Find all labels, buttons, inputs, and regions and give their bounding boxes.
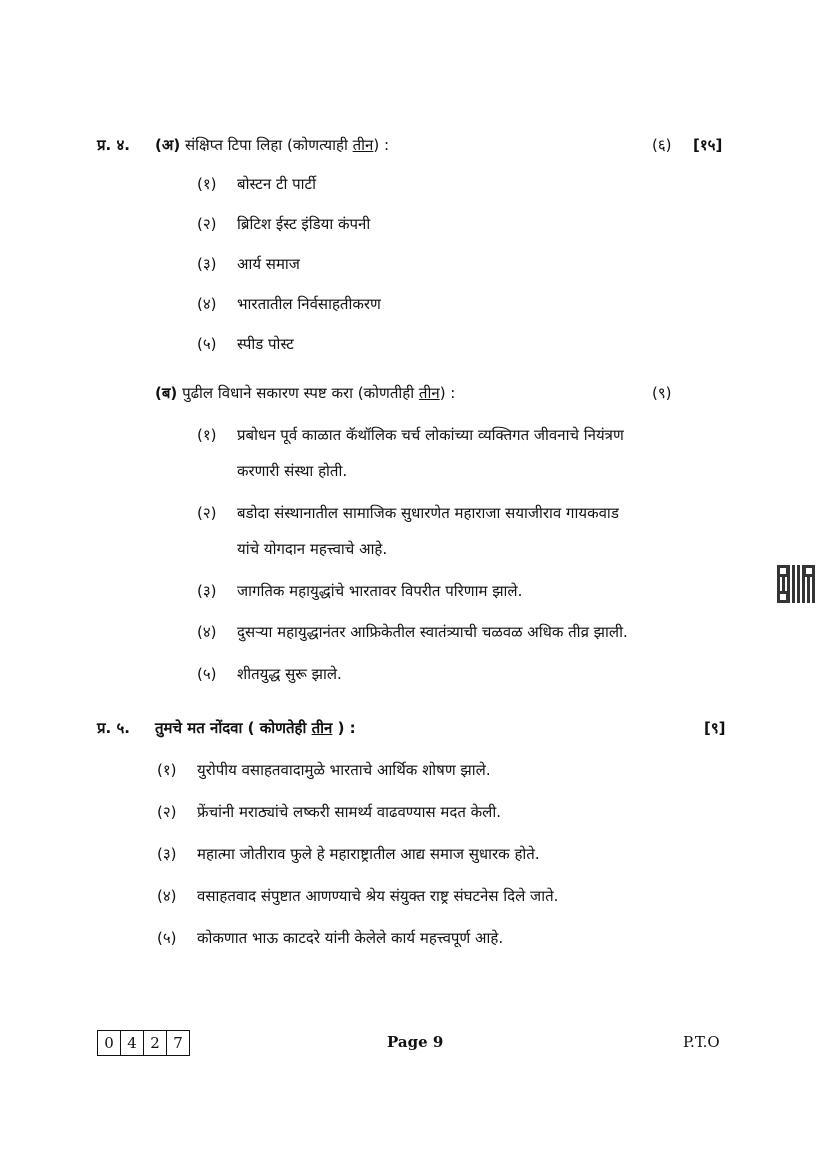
- item-number: (५): [197, 335, 217, 353]
- item-number: (२): [157, 803, 177, 821]
- item-text: ब्रिटिश ईस्ट इंडिया कंपनी: [237, 215, 371, 233]
- item-text: बोस्टन टी पार्टी: [237, 175, 317, 193]
- paper-code: [97, 1030, 190, 1056]
- q5-item: [157, 886, 558, 906]
- item-number: (१): [157, 761, 177, 779]
- item-number: (३): [157, 845, 177, 863]
- q4a-instruction-pre: संक्षिप्त टिपा लिहा (कोणत्याही: [184, 136, 353, 154]
- item-text: आर्य समाज: [237, 255, 300, 273]
- q4b-marks: (९): [652, 384, 672, 402]
- code-digit: 0: [98, 1031, 121, 1055]
- q4b-heading: [155, 383, 455, 403]
- item-number: (३): [197, 582, 217, 600]
- q5-item: [157, 928, 503, 948]
- item-text: फ्रेंचांनी मराठ्यांचे लष्करी सामर्थ्य वाढवण्यास मदत केली.: [197, 803, 502, 821]
- item-text: युरोपीय वसाहतवादामुळे भारताचे आर्थिक शोषण झाले.: [197, 761, 491, 779]
- item-number: (२): [197, 504, 217, 522]
- q4a-item: [197, 334, 294, 354]
- q5-item: [157, 844, 540, 864]
- item-number: (५): [197, 665, 217, 683]
- q4b-item: [197, 664, 342, 684]
- item-number: (१): [197, 426, 217, 444]
- q5-marks: [९]: [704, 719, 726, 737]
- q4a-instruction-underlined: तीन: [352, 136, 374, 154]
- q4b-item-cont: यांचे योगदान महत्त्वाचे आहे.: [237, 540, 388, 558]
- q4b-label: (ब): [155, 384, 178, 402]
- item-text: वसाहतवाद संपुष्टात आणण्याचे श्रेय संयुक्त राष्ट्र संघटनेस दिले जाते.: [197, 887, 559, 905]
- qr-code-icon: [777, 565, 815, 603]
- item-number: (२): [197, 215, 217, 233]
- q5-instruction-post: ) :: [332, 719, 356, 737]
- item-number: (४): [197, 623, 217, 641]
- page-number: Page 9: [387, 1033, 444, 1051]
- item-text: शीतयुद्ध सुरू झाले.: [237, 665, 342, 683]
- item-text: महात्मा जोतीराव फुले हे महाराष्ट्रातील आद्य समाज सुधारक होते.: [197, 845, 540, 863]
- q5-item: [157, 760, 491, 780]
- item-text: जागतिक महायुद्धांचे भारतावर विपरीत परिणाम झाले.: [237, 582, 523, 600]
- q5-number: प्र. ५.: [97, 719, 130, 737]
- q4b-instruction-underlined: तीन: [418, 384, 440, 402]
- item-text: कोकणात भाऊ काटदरे यांनी केलेले कार्य महत्त्वपूर्ण आहे.: [197, 929, 504, 947]
- q4-total-marks: [१५]: [693, 136, 723, 154]
- item-text: बडोदा संस्थानातील सामाजिक सुधारणेत महाराजा सयाजीराव गायकवाड: [237, 504, 619, 522]
- q4b-instruction-post: ) :: [439, 384, 456, 402]
- item-text: भारतातील निर्वसाहतीकरण: [237, 295, 381, 313]
- q4-number: प्र. ४.: [97, 136, 130, 154]
- pto-label: P.T.O: [683, 1033, 720, 1051]
- q5-heading: [155, 718, 356, 738]
- item-number: (४): [157, 887, 177, 905]
- q4a-item: [197, 214, 370, 234]
- q4b-item-cont: करणारी संस्था होती.: [237, 462, 348, 480]
- q4b-item: [197, 503, 619, 523]
- q4a-item: [197, 254, 300, 274]
- q4b-item: [197, 581, 522, 601]
- q4a-heading: [155, 135, 389, 155]
- item-number: (४): [197, 295, 217, 313]
- q4a-item: [197, 294, 381, 314]
- item-number: (१): [197, 175, 217, 193]
- q4a-label: (अ): [155, 136, 181, 154]
- item-text: स्पीड पोस्ट: [237, 335, 294, 353]
- item-text: दुसऱ्या महायुद्धानंतर आफ्रिकेतील स्वातंत्र्याची चळवळ अधिक तीव्र झाली.: [237, 623, 628, 641]
- item-number: (३): [197, 255, 217, 273]
- code-digit: 2: [144, 1031, 167, 1055]
- q4a-instruction-post: ) :: [373, 136, 390, 154]
- q5-item: [157, 802, 501, 822]
- item-text: प्रबोधन पूर्व काळात कॅथॉलिक चर्च लोकांच्या व्यक्तिगत जीवनाचे नियंत्रण: [237, 426, 624, 444]
- q5-instruction-underlined: तीन: [311, 719, 333, 737]
- q4a-item: [197, 174, 316, 194]
- q4b-item: [197, 622, 628, 642]
- q4a-marks: (६): [652, 136, 672, 154]
- code-digit: 4: [121, 1031, 144, 1055]
- q4b-item: [197, 425, 624, 445]
- q4b-instruction-pre: पुढील विधाने सकारण स्पष्ट करा (कोणतीही: [182, 384, 419, 402]
- q5-instruction-pre: तुमचे मत नोंदवा ( कोणतेही: [155, 719, 312, 737]
- item-number: (५): [157, 929, 177, 947]
- code-digit: 7: [173, 1034, 183, 1052]
